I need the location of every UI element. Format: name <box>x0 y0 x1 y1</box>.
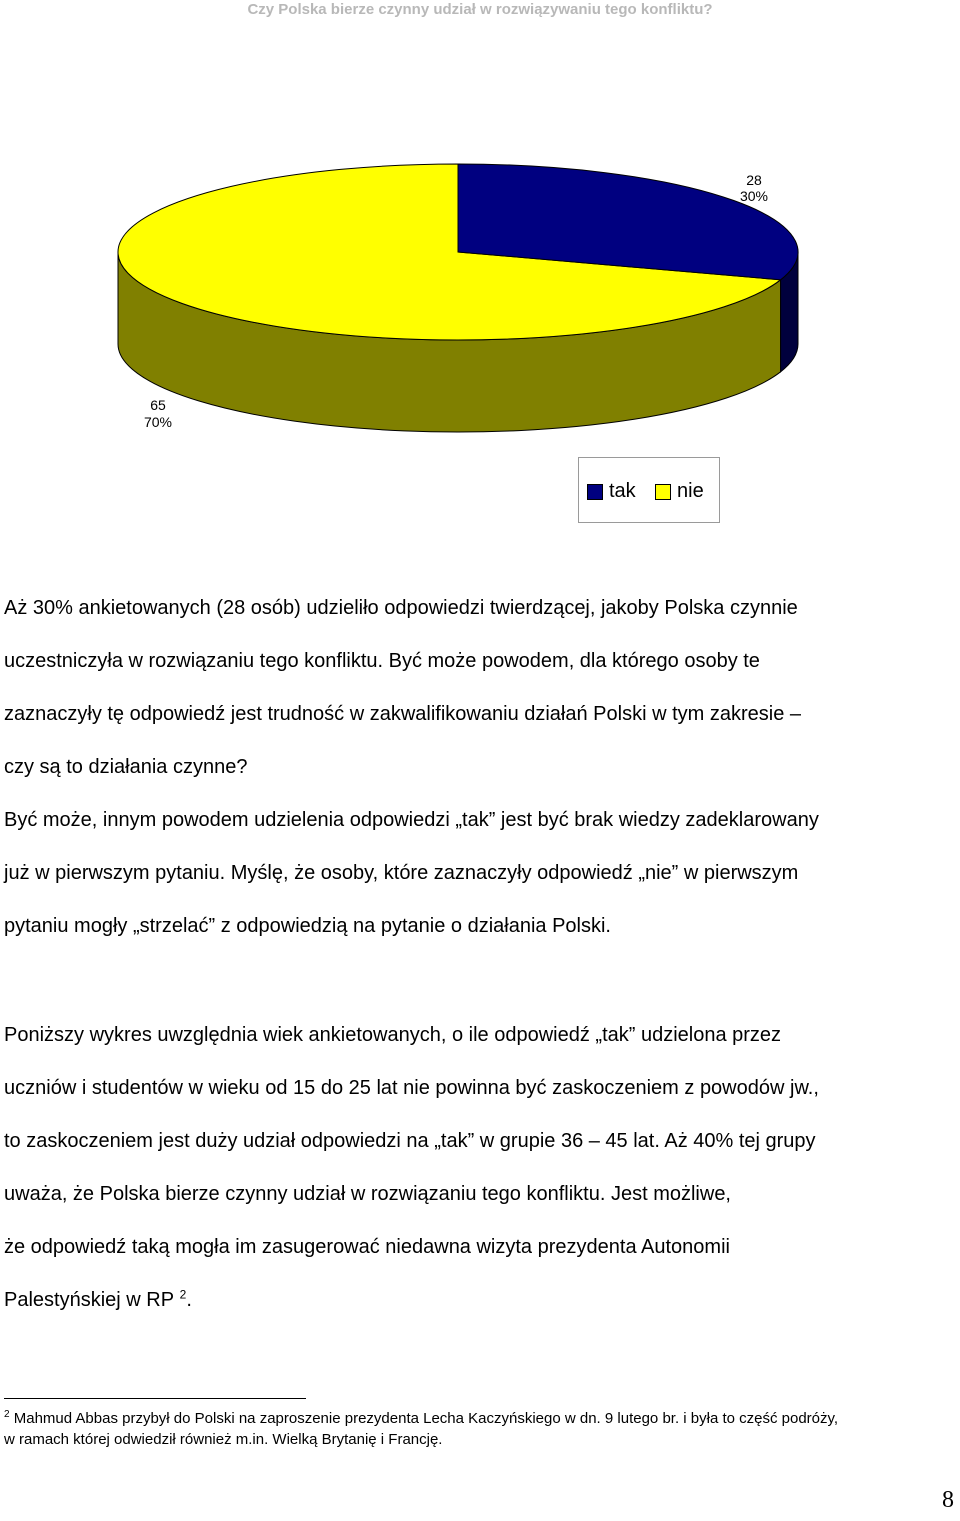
legend-label-tak: tak <box>609 480 636 502</box>
paragraph-2-last-line <box>4 1274 956 1327</box>
paragraph-1-line: już w pierwszym pytaniu. Myślę, że osoby, które zaznaczyły odpowiedź „nie” w pierwszym <box>4 862 799 884</box>
data-label-nie-percent: 70% <box>143 414 173 430</box>
footnote <box>4 1408 956 1450</box>
footnote-marker: 2 <box>4 1409 10 1420</box>
paragraph-2-period: . <box>186 1289 192 1311</box>
footnote-line-1 <box>4 1408 956 1429</box>
page-number: 8 <box>942 1487 954 1513</box>
legend-swatch-tak <box>587 484 603 500</box>
paragraph-1-line: Aż 30% ankietowanych (28 osób) udzieliło odpowiedzi twierdzącej, jakoby Polska czynnie <box>4 597 798 619</box>
footnote-text-2: w ramach której odwiedził również m.in. Wielką Brytanię i Francję. <box>4 1431 443 1448</box>
footnote-text-1: Mahmud Abbas przybył do Polski na zaproszenie prezydenta Lecha Kaczyńskiego w dn. 9 lutego br. i była to część podróży, <box>9 1410 839 1427</box>
legend-swatch-nie <box>655 484 671 500</box>
paragraph-2 <box>4 1009 956 1327</box>
paragraph-1-line: pytaniu mogły „strzelać” z odpowiedzią na pytanie o działania Polski. <box>4 915 611 937</box>
footnote-separator <box>4 1398 306 1399</box>
data-label-nie-count: 65 <box>150 397 166 413</box>
page-header-title: Czy Polska bierze czynny udział w rozwiązywaniu tego konfliktu? <box>247 1 713 18</box>
chart-legend <box>578 457 720 523</box>
paragraph-2-line: to zaskoczeniem jest duży udział odpowiedzi na „tak” w grupie 36 – 45 lat. Aż 40% tej grupy <box>4 1130 816 1152</box>
data-label-tak-count: 28 <box>746 172 762 188</box>
legend-label-nie: nie <box>677 480 704 502</box>
data-label-tak-percent: 30% <box>739 188 769 204</box>
paragraph-2-line: Poniższy wykres uwzględnia wiek ankietowanych, o ile odpowiedź „tak” udzielona przez <box>4 1024 782 1046</box>
footnote-reference[interactable]: 2 <box>179 1287 187 1302</box>
pie-chart <box>0 0 960 450</box>
paragraph-2-line: uważa, że Polska bierze czynny udział w rozwiązaniu tego konfliktu. Jest możliwe, <box>4 1183 731 1205</box>
paragraph-1 <box>4 582 956 953</box>
paragraph-1-line: Być może, innym powodem udzielenia odpowiedzi „tak” jest być brak wiedzy zadeklarowany <box>4 809 819 831</box>
paragraph-2-line: uczniów i studentów w wieku od 15 do 25 lat nie powinna być zaskoczeniem z powodów jw., <box>4 1077 819 1099</box>
paragraph-2-line: że odpowiedź taką mogła im zasugerować niedawna wizyta prezydenta Autonomii <box>4 1236 730 1258</box>
paragraph-2-last-text: Palestyńskiej w RP <box>4 1289 175 1311</box>
paragraph-1-line: czy są to działania czynne? <box>4 756 248 778</box>
paragraph-1-line: uczestniczyła w rozwiązaniu tego konfliktu. Być może powodem, dla którego osoby te <box>4 650 760 672</box>
paragraph-1-line: zaznaczyły tę odpowiedź jest trudność w zakwalifikowaniu działań Polski w tym zakresie – <box>4 703 802 725</box>
